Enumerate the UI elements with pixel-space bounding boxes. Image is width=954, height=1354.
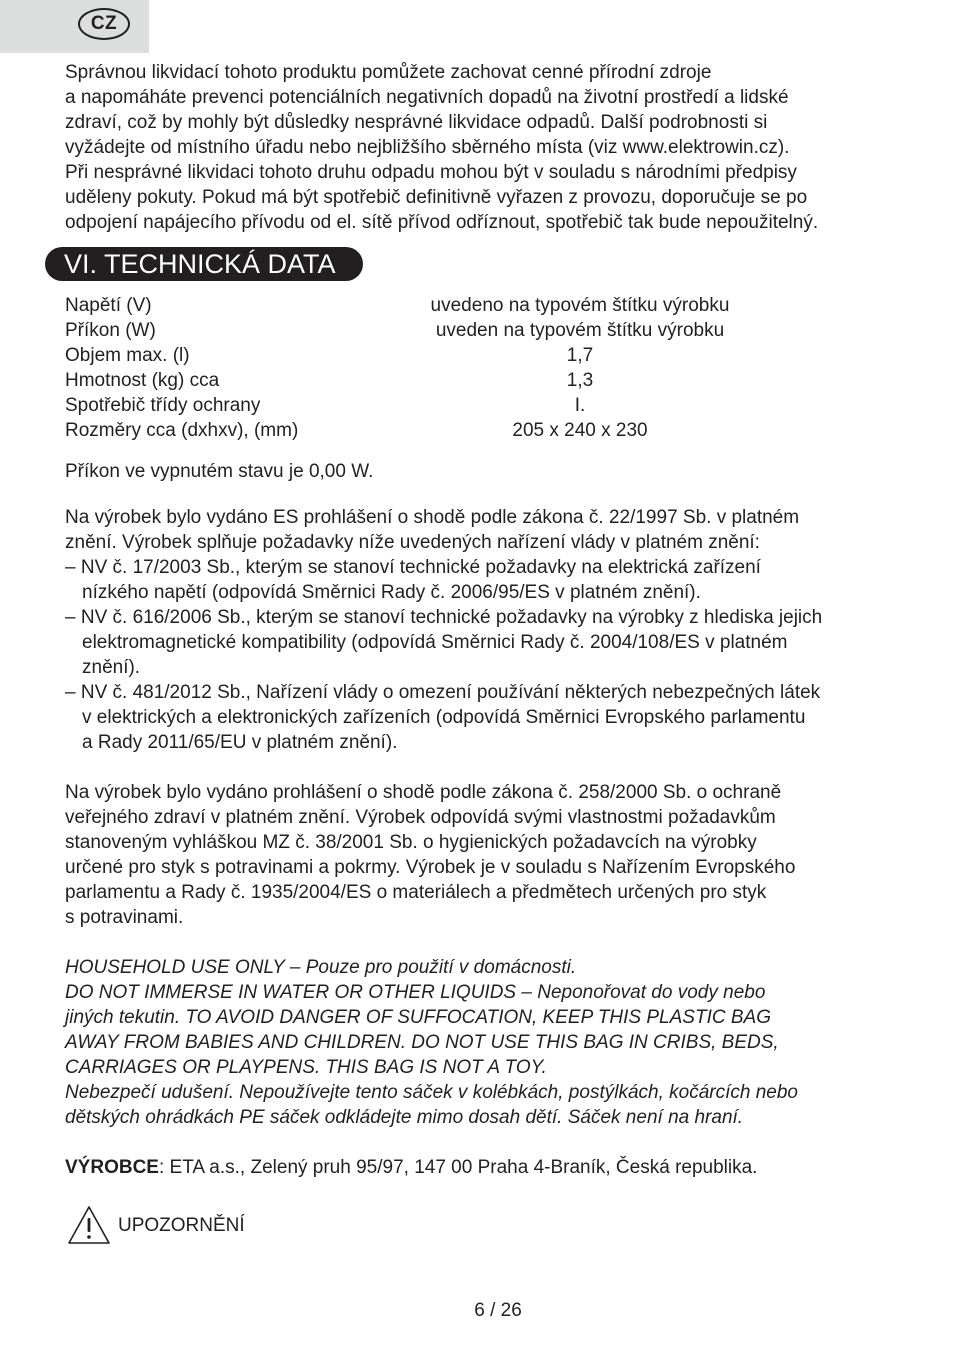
- list-item: – NV č. 616/2006 Sb., kterým se stanoví technické požadavky na výrobky z hlediska jejich: [65, 607, 823, 628]
- text-line: parlamentu a Rady č. 1935/2004/ES o materiálech a předmětech určených pro styk: [65, 882, 767, 903]
- text-line: uděleny pokuty. Pokud má být spotřebič definitivně vyřazen z provozu, doporučuje se po: [65, 187, 808, 208]
- spec-label: Hmotnost (kg) cca: [65, 370, 220, 391]
- manufacturer-address: : ETA a.s., Zelený pruh 95/97, 147 00 Praha 4-Braník, Česká republika.: [158, 1157, 758, 1178]
- text-line: Příkon ve vypnutém stavu je 0,00 W.: [65, 461, 374, 482]
- spec-value: 1,3: [566, 370, 594, 391]
- text-line: veřejného zdraví v platném znění. Výrobek odpovídá svými vlastnostmi požadavkům: [65, 807, 776, 828]
- page-number: [0, 1298, 954, 1323]
- spec-value: 1,7: [566, 345, 594, 366]
- standby-power-note: [65, 459, 895, 484]
- current-page: 6: [474, 1300, 485, 1321]
- spec-row: [65, 368, 885, 393]
- text-line: HOUSEHOLD USE ONLY – Pouze pro použití v domácnosti.: [65, 957, 577, 978]
- spec-value: 205 x 240 x 230: [512, 420, 648, 441]
- food-contact-declaration-paragraph: [65, 780, 895, 930]
- language-badge: CZ: [78, 8, 130, 40]
- caution-label: UPOZORNĚNÍ: [118, 1214, 245, 1236]
- text-line: dětských ohrádkách PE sáček odkládejte mimo dosah dětí. Sáček není na hraní.: [65, 1107, 744, 1128]
- text-line: s potravinami.: [65, 907, 184, 928]
- text-line: Správnou likvidací tohoto produktu pomůžete zachovat cenné přírodní zdroje: [65, 62, 712, 83]
- spec-label: Napětí (V): [65, 295, 152, 316]
- text-line: Na výrobek bylo vydáno prohlášení o shodě podle zákona č. 258/2000 Sb. o ochraně: [65, 782, 782, 803]
- text-line: stanoveným vyhláškou MZ č. 38/2001 Sb. o hygienických požadavcích na výrobky: [65, 832, 757, 853]
- spec-label: Spotřebič třídy ochrany: [65, 395, 261, 416]
- text-line: nízkého napětí (odpovídá Směrnici Rady č. 2006/95/ES v platném znění).: [82, 582, 701, 603]
- manufacturer-info: [65, 1155, 895, 1180]
- text-line: vyžádejte od místního úřadu nebo nejbližšího sběrného místa (viz www.elektrowin.cz).: [65, 137, 790, 158]
- spec-row: [65, 318, 885, 343]
- warning-triangle-icon: [67, 1205, 111, 1245]
- spec-label: Rozměry cca (dxhxv), (mm): [65, 420, 299, 441]
- safety-warning-paragraph: [65, 955, 895, 1130]
- list-item: – NV č. 481/2012 Sb., Nařízení vlády o omezení používání některých nebezpečných látek: [65, 682, 821, 703]
- text-line: DO NOT IMMERSE IN WATER OR OTHER LIQUIDS – Neponořovat do vody nebo: [65, 982, 766, 1003]
- spec-label: Příkon (W): [65, 320, 156, 341]
- section-heading: VI. TECHNICKÁ DATA: [45, 247, 363, 281]
- spec-value: uveden na typovém štítku výrobku: [435, 320, 725, 341]
- spec-label: Objem max. (l): [65, 345, 190, 366]
- spec-row: [65, 343, 885, 368]
- text-line: jiných tekutin. TO AVOID DANGER OF SUFFOCATION, KEEP THIS PLASTIC BAG: [65, 1007, 771, 1028]
- text-line: znění).: [82, 657, 141, 678]
- spec-value: I.: [574, 395, 586, 416]
- disposal-paragraph: [65, 60, 895, 235]
- text-line: elektromagnetické kompatibility (odpovídá Směrnici Rady č. 2004/108/ES v platném: [82, 632, 788, 653]
- total-pages: / 26: [490, 1300, 522, 1321]
- text-line: odpojení napájecího přívodu od el. sítě přívod odříznout, spotřebič tak bude nepoužitelný.: [65, 212, 819, 233]
- spec-row: [65, 293, 885, 318]
- list-item: – NV č. 17/2003 Sb., kterým se stanoví technické požadavky na elektrická zařízení: [65, 557, 761, 578]
- spec-row: [65, 418, 885, 443]
- manufacturer-label: VÝROBCE: [65, 1157, 159, 1178]
- es-declaration-paragraph: [65, 505, 895, 755]
- spec-value: uvedeno na typovém štítku výrobku: [430, 295, 730, 316]
- text-line: určené pro styk s potravinami a pokrmy. Výrobek je v souladu s Nařízením Evropského: [65, 857, 796, 878]
- text-line: znění. Výrobek splňuje požadavky níže uvedených nařízení vlády v platném znění:: [65, 532, 760, 553]
- text-line: AWAY FROM BABIES AND CHILDREN. DO NOT USE THIS BAG IN CRIBS, BEDS,: [65, 1032, 779, 1053]
- caution-note: [67, 1205, 245, 1245]
- text-line: Nebezpečí udušení. Nepoužívejte tento sáček v kolébkách, postýlkách, kočárcích nebo: [65, 1082, 798, 1103]
- text-line: a Rady 2011/65/EU v platném znění).: [82, 732, 398, 753]
- text-line: v elektrických a elektronických zařízeních (odpovídá Směrnici Evropského parlamentu: [82, 707, 806, 728]
- spec-row: [65, 393, 885, 418]
- text-line: [65, 1155, 895, 1180]
- text-line: a napomáháte prevenci potenciálních negativních dopadů na životní prostředí a lidské: [65, 87, 789, 108]
- text-line: zdraví, což by mohly být důsledky nesprávné likvidace odpadů. Další podrobnosti si: [65, 112, 768, 133]
- text-line: CARRIAGES OR PLAYPENS. THIS BAG IS NOT A TOY.: [65, 1057, 547, 1078]
- text-line: Na výrobek bylo vydáno ES prohlášení o shodě podle zákona č. 22/1997 Sb. v platném: [65, 507, 800, 528]
- text-line: Při nesprávné likvidaci tohoto druhu odpadu mohou být v souladu s národními předpisy: [65, 162, 797, 183]
- language-tab: [0, 0, 149, 53]
